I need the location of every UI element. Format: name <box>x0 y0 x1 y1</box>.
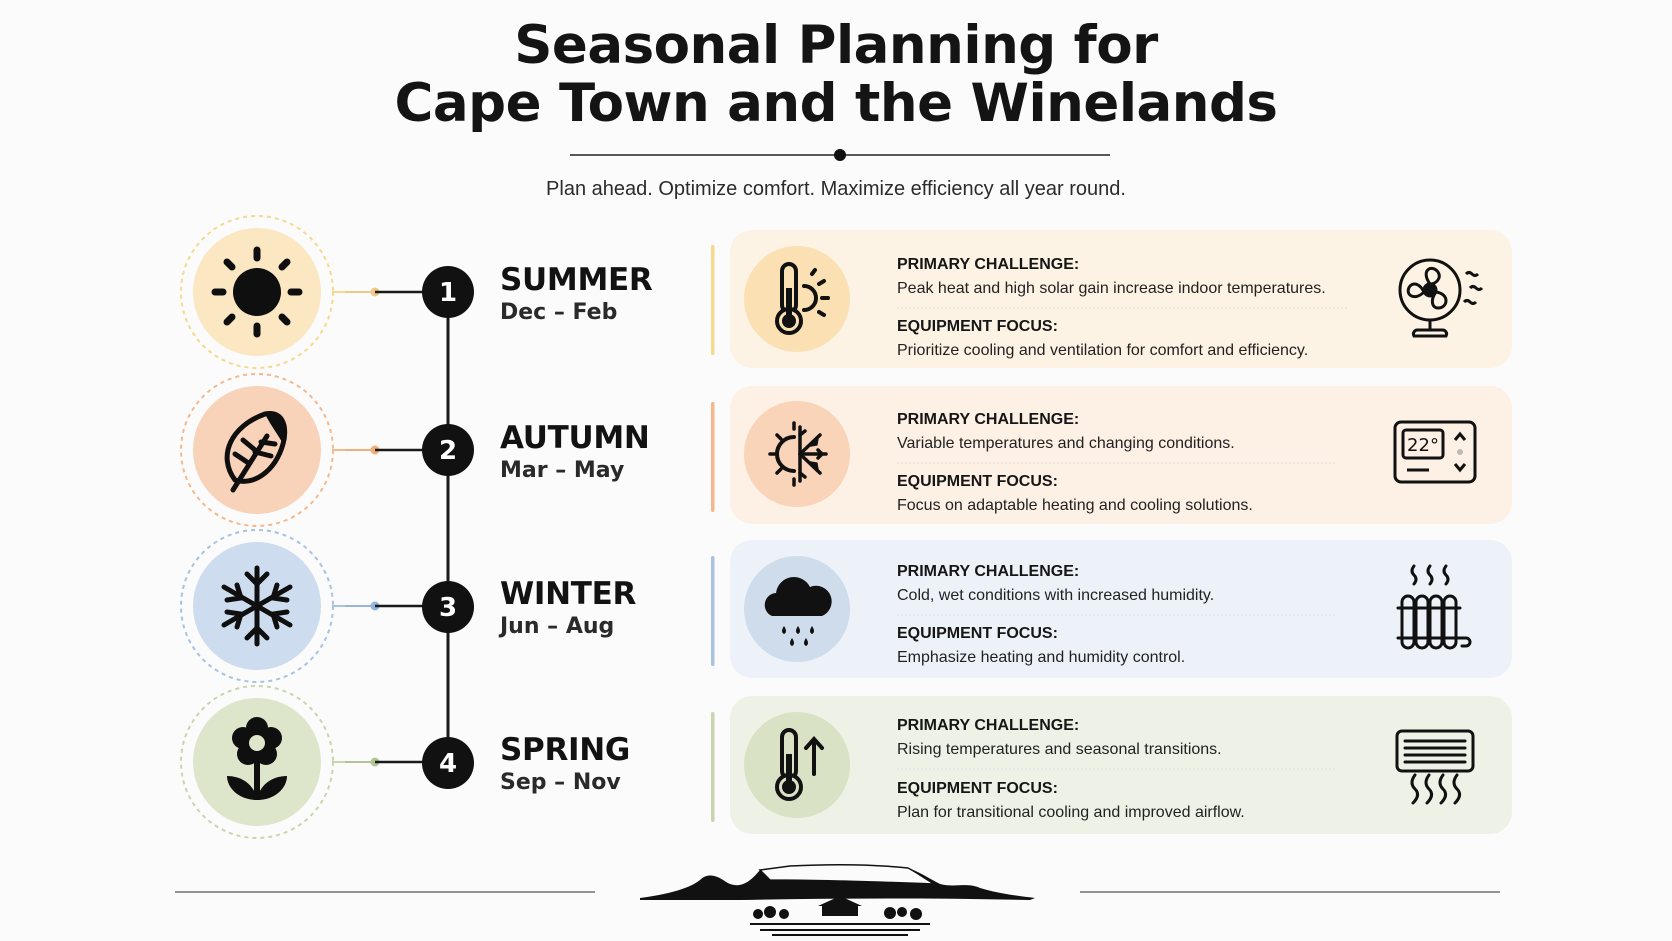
season-name-autumn: AUTUMN <box>500 420 650 456</box>
thermostat-icon <box>1393 420 1479 486</box>
season-badge-spring <box>175 682 345 852</box>
focus-text-summer: Prioritize cooling and ventilation for comfort and efficiency. <box>897 342 1309 359</box>
season-months-spring: Sep – Nov <box>500 770 621 795</box>
timeline-connector-2 <box>345 443 425 457</box>
sun-snowflake-icon <box>742 399 852 509</box>
season-badge-winter <box>175 526 345 696</box>
step-number-2 <box>421 423 475 477</box>
footer-divider-right <box>1080 890 1500 894</box>
rain-cloud-icon <box>742 554 852 664</box>
air-conditioner-icon <box>1393 727 1477 807</box>
season-accent-bar-winter <box>710 556 716 666</box>
card-divider-autumn <box>897 462 1337 464</box>
title-line-2: Cape Town and the Winelands <box>394 73 1278 134</box>
svg-text:3: 3 <box>438 593 458 623</box>
subtitle: Plan ahead. Optimize comfort. Maximize efficiency all year round. <box>546 178 1126 200</box>
challenge-text-spring: Rising temperatures and seasonal transitions. <box>897 741 1222 758</box>
svg-text:4: 4 <box>438 749 458 779</box>
thermometer-rising-icon <box>742 710 852 820</box>
footer-divider-left <box>175 890 595 894</box>
season-accent-bar-summer <box>710 245 716 355</box>
focus-label-winter: EQUIPMENT FOCUS: <box>897 625 1058 642</box>
svg-text:22°: 22° <box>1407 435 1439 456</box>
season-accent-bar-spring <box>710 712 716 822</box>
season-badge-summer <box>175 212 345 382</box>
timeline-connector-4 <box>345 755 425 769</box>
card-divider-spring <box>897 768 1337 770</box>
focus-text-spring: Plan for transitional cooling and improved airflow. <box>897 804 1245 821</box>
focus-text-autumn: Focus on adaptable heating and cooling solutions. <box>897 497 1253 514</box>
season-months-winter: Jun – Aug <box>500 614 615 639</box>
challenge-text-summer: Peak heat and high solar gain increase indoor temperatures. <box>897 280 1326 297</box>
timeline-connector-3 <box>345 599 425 613</box>
svg-text:2: 2 <box>438 436 458 466</box>
season-name-summer: SUMMER <box>500 262 653 298</box>
focus-text-winter: Emphasize heating and humidity control. <box>897 649 1186 666</box>
fan-icon <box>1390 252 1490 342</box>
card-divider-summer <box>897 307 1347 309</box>
focus-label-summer: EQUIPMENT FOCUS: <box>897 318 1058 335</box>
step-number-1 <box>421 265 475 319</box>
season-badge-autumn <box>175 370 345 540</box>
challenge-label-spring: PRIMARY CHALLENGE: <box>897 717 1080 734</box>
season-name-winter: WINTER <box>500 576 637 612</box>
thermometer-sun-icon <box>742 244 852 354</box>
table-mountain-vineyard-icon <box>640 858 1035 938</box>
challenge-text-winter: Cold, wet conditions with increased humidity. <box>897 587 1215 604</box>
challenge-text-autumn: Variable temperatures and changing conditions. <box>897 435 1235 452</box>
season-name-spring: SPRING <box>500 732 631 768</box>
timeline-connector-1 <box>345 285 425 299</box>
step-number-3 <box>421 580 475 634</box>
season-months-summer: Dec – Feb <box>500 300 618 325</box>
challenge-label-winter: PRIMARY CHALLENGE: <box>897 563 1080 580</box>
radiator-icon <box>1394 562 1478 654</box>
step-number-4 <box>421 736 475 790</box>
season-months-autumn: Mar – May <box>500 458 625 483</box>
focus-label-autumn: EQUIPMENT FOCUS: <box>897 473 1058 490</box>
challenge-label-summer: PRIMARY CHALLENGE: <box>897 256 1080 273</box>
challenge-label-autumn: PRIMARY CHALLENGE: <box>897 411 1080 428</box>
focus-label-spring: EQUIPMENT FOCUS: <box>897 780 1058 797</box>
svg-text:1: 1 <box>438 278 458 308</box>
card-divider-winter <box>897 614 1337 616</box>
season-accent-bar-autumn <box>710 402 716 512</box>
title-line-1: Seasonal Planning for <box>514 15 1158 76</box>
